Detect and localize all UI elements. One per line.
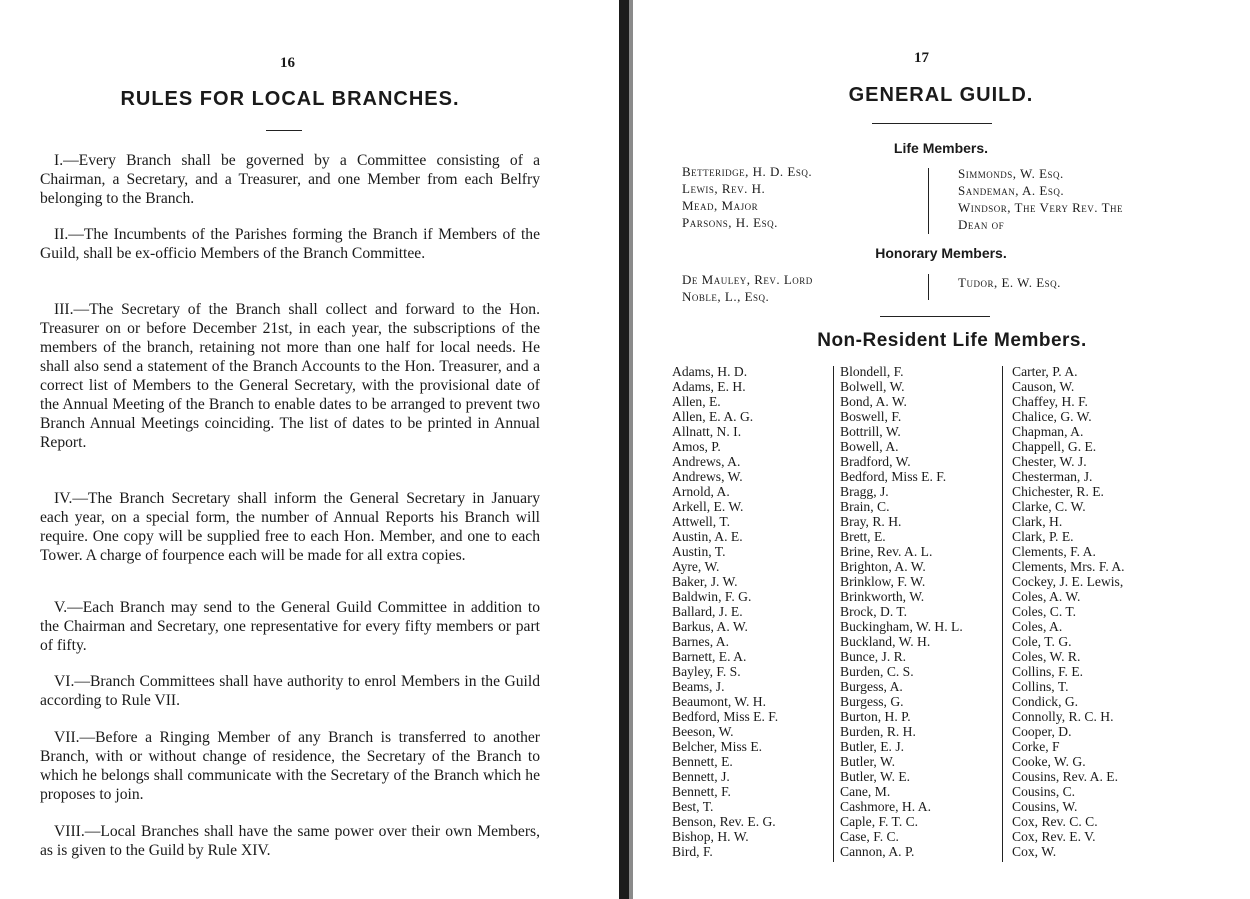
member-name: Coles, C. T.: [1012, 604, 1077, 619]
member-name: Bradford, W.: [840, 454, 911, 469]
member-name: Bunce, J. R.: [840, 649, 907, 664]
rule-1: I.—Every Branch shall be governed by a Committee consisting of a Chairman, a Secretary, and a Treasurer, and one Member from each Belfry belonging to the Branch.: [40, 152, 540, 207]
member-name: Cooke, W. G.: [1012, 754, 1086, 769]
member-name: Cane, M.: [840, 784, 891, 799]
member-name: Bray, R. H.: [840, 514, 902, 529]
member-name: Brain, C.: [840, 499, 890, 514]
member-name: Brighton, A. W.: [840, 559, 926, 574]
member-name: Sandeman, A. Esq.: [958, 183, 1065, 198]
member-name: Clements, F. A.: [1012, 544, 1096, 559]
member-name: Burden, R. H.: [840, 724, 916, 739]
member-name: Andrews, W.: [672, 469, 743, 484]
member-name: Betteridge, H. D. Esq.: [682, 164, 813, 179]
member-name: Baldwin, F. G.: [672, 589, 752, 604]
member-name: Corke, F: [1012, 739, 1060, 754]
member-name: Cousins, W.: [1012, 799, 1078, 814]
member-name: Caple, F. T. C.: [840, 814, 919, 829]
member-name: Cockey, J. E. Lewis,: [1012, 574, 1124, 589]
member-name: Collins, F. E.: [1012, 664, 1084, 679]
member-name: Butler, W. E.: [840, 769, 911, 784]
member-name: Chichester, R. E.: [1012, 484, 1104, 499]
member-name: Burden, C. S.: [840, 664, 914, 679]
rule-8: VIII.—Local Branches shall have the same power over their own Members, as is given to the Guild by Rule XIV.: [40, 823, 540, 859]
member-name: Cox, Rev. E. V.: [1012, 829, 1096, 844]
member-name: Adams, E. H.: [672, 379, 746, 394]
member-name: Andrews, A.: [672, 454, 741, 469]
member-name: Bond, A. W.: [840, 394, 907, 409]
page-number: 16: [280, 55, 295, 71]
member-name: Arkell, E. W.: [672, 499, 744, 514]
member-name: Barnett, E. A.: [672, 649, 747, 664]
member-name: Bowell, A.: [840, 439, 899, 454]
member-name: Cashmore, H. A.: [840, 799, 931, 814]
member-name: Bird, F.: [672, 844, 713, 859]
member-name: Benson, Rev. E. G.: [672, 814, 776, 829]
title-divider: [266, 130, 302, 131]
member-name: Best, T.: [672, 799, 714, 814]
member-name: Ayre, W.: [672, 559, 720, 574]
honorary-members-right: [958, 274, 1061, 291]
column-divider: [928, 274, 929, 300]
member-name: Bottrill, W.: [840, 424, 901, 439]
member-name: Causon, W.: [1012, 379, 1075, 394]
right-page: [632, 0, 1250, 899]
member-name: Cole, T. G.: [1012, 634, 1072, 649]
member-name: Brock, D. T.: [840, 604, 908, 619]
rule-5: V.—Each Branch may send to the General Guild Committee in addition to the Chairman and Secretary, one representative for every fifty members or part of fifty.: [40, 599, 540, 654]
member-name: Chesterman, J.: [1012, 469, 1093, 484]
non-resident-col-3: [1012, 364, 1125, 859]
page-number: 17: [914, 50, 929, 66]
life-members-left: [682, 163, 812, 231]
member-name: Clark, H.: [1012, 514, 1063, 529]
member-name: Bennett, J.: [672, 769, 730, 784]
column-divider: [928, 168, 929, 234]
member-name: Adams, H. D.: [672, 364, 748, 379]
member-name: Butler, E. J.: [840, 739, 905, 754]
member-name: Chalice, G. W.: [1012, 409, 1092, 424]
member-name: Chappell, G. E.: [1012, 439, 1097, 454]
member-name: Brinkworth, W.: [840, 589, 925, 604]
member-name: Brinklow, F. W.: [840, 574, 926, 589]
member-name: Bennett, E.: [672, 754, 733, 769]
member-name: Butler, W.: [840, 754, 895, 769]
member-name: Austin, T.: [672, 544, 726, 559]
member-name: Chaffey, H. F.: [1012, 394, 1088, 409]
member-name: Windsor, The Very Rev. The: [958, 200, 1124, 215]
member-name: Coles, A.: [1012, 619, 1063, 634]
non-resident-col-2: [840, 364, 963, 859]
member-name: Baker, J. W.: [672, 574, 738, 589]
member-name: Connolly, R. C. H.: [1012, 709, 1114, 724]
member-name: Chapman, A.: [1012, 424, 1084, 439]
member-name: Carter, P. A.: [1012, 364, 1078, 379]
member-name: Bolwell, W.: [840, 379, 905, 394]
member-name: Bennett, F.: [672, 784, 731, 799]
life-members-right: [958, 165, 1123, 233]
member-name: Cooper, D.: [1012, 724, 1072, 739]
rule-7: VII.—Before a Ringing Member of any Branch is transferred to another Branch, with or without change of residence, the Secretary of the Branch to which he belongs shall communicate with the Secretary of the Branch which he proposes to join.: [40, 729, 540, 803]
member-name: Allen, E.: [672, 394, 721, 409]
member-name: Ballard, J. E.: [672, 604, 743, 619]
member-name: Arnold, A.: [672, 484, 730, 499]
member-name: Brett, E.: [840, 529, 886, 544]
member-name: Burgess, A.: [840, 679, 903, 694]
member-name: Noble, L., Esq.: [682, 289, 770, 304]
member-name: Burton, H. P.: [840, 709, 911, 724]
member-name: Amos, P.: [672, 439, 721, 454]
non-resident-col-1: [672, 364, 778, 859]
section-divider: [880, 316, 990, 317]
member-name: Clarke, C. W.: [1012, 499, 1086, 514]
member-name: Cox, Rev. C. C.: [1012, 814, 1098, 829]
member-name: Brine, Rev. A. L.: [840, 544, 933, 559]
rule-6: VI.—Branch Committees shall have authority to enrol Members in the Guild according to Rule VII.: [40, 673, 540, 709]
book-gutter: [619, 0, 629, 899]
title-divider: [872, 123, 992, 124]
rule-3: III.—The Secretary of the Branch shall collect and forward to the Hon. Treasurer on or before December 21st, in each year, the subscriptions of the members of the branch, retaining not more than one half for local needs. He shall also send a statement of the Branch Accounts to the Hon. Treasurer, and a correct list of Members to the General Secretary, with the provisional date of the Annual Meeting of the Branch to enable dates to be arranged to prevent two Branch Annual Meetings coinciding. The list of dates to be printed in Annual Report.: [40, 301, 540, 451]
member-name: Barkus, A. W.: [672, 619, 748, 634]
member-name: Dean of: [958, 217, 1005, 232]
column-divider: [1002, 366, 1003, 862]
page-title: GENERAL GUILD.: [848, 84, 1034, 106]
member-name: Allen, E. A. G.: [672, 409, 754, 424]
member-name: Lewis, Rev. H.: [682, 181, 766, 196]
member-name: Clements, Mrs. F. A.: [1012, 559, 1125, 574]
member-name: Burgess, G.: [840, 694, 904, 709]
left-page: [0, 0, 620, 899]
rule-4: IV.—The Branch Secretary shall inform the General Secretary in January each year, on a special form, the number of Annual Reports his Branch will require. One copy will be supplied free to each Hon. Member, and one to each Tower. A charge of fourpence each will be made for all extra copies.: [40, 490, 540, 564]
member-name: Cousins, Rev. A. E.: [1012, 769, 1118, 784]
page-title: RULES FOR LOCAL BRANCHES.: [120, 88, 460, 110]
member-name: Boswell, F.: [840, 409, 902, 424]
column-divider: [833, 366, 834, 862]
member-name: Attwell, T.: [672, 514, 731, 529]
member-name: Simmonds, W. Esq.: [958, 166, 1064, 181]
member-name: Beams, J.: [672, 679, 725, 694]
member-name: Bayley, F. S.: [672, 664, 741, 679]
member-name: De Mauley, Rev. Lord: [682, 272, 813, 287]
member-name: Belcher, Miss E.: [672, 739, 763, 754]
member-name: Cousins, C.: [1012, 784, 1076, 799]
member-name: Bragg, J.: [840, 484, 889, 499]
member-name: Chester, W. J.: [1012, 454, 1087, 469]
member-name: Buckingham, W. H. L.: [840, 619, 963, 634]
honorary-members-left: [682, 271, 813, 305]
member-name: Cox, W.: [1012, 844, 1057, 859]
member-name: Blondell, F.: [840, 364, 904, 379]
member-name: Collins, T.: [1012, 679, 1069, 694]
member-name: Clark, P. E.: [1012, 529, 1074, 544]
honorary-members-heading: Honorary Members.: [875, 245, 1007, 261]
member-name: Allnatt, N. I.: [672, 424, 742, 439]
member-name: Coles, W. R.: [1012, 649, 1081, 664]
member-name: Beaumont, W. H.: [672, 694, 767, 709]
member-name: Bedford, Miss E. F.: [840, 469, 947, 484]
member-name: Buckland, W. H.: [840, 634, 931, 649]
member-name: Coles, A. W.: [1012, 589, 1081, 604]
member-name: Beeson, W.: [672, 724, 734, 739]
member-name: Bedford, Miss E. F.: [672, 709, 779, 724]
member-name: Condick, G.: [1012, 694, 1079, 709]
member-name: Austin, A. E.: [672, 529, 743, 544]
member-name: Bishop, H. W.: [672, 829, 749, 844]
rule-2: II.—The Incumbents of the Parishes forming the Branch if Members of the Guild, shall be ex-officio Members of the Branch Committee.: [40, 226, 540, 262]
member-name: Tudor, E. W. Esq.: [958, 275, 1061, 290]
life-members-heading: Life Members.: [893, 140, 989, 156]
member-name: Cannon, A. P.: [840, 844, 915, 859]
member-name: Barnes, A.: [672, 634, 730, 649]
member-name: Mead, Major: [682, 198, 759, 213]
non-resident-heading: Non-Resident Life Members.: [817, 330, 1087, 351]
member-name: Case, F. C.: [840, 829, 899, 844]
member-name: Parsons, H. Esq.: [682, 215, 778, 230]
